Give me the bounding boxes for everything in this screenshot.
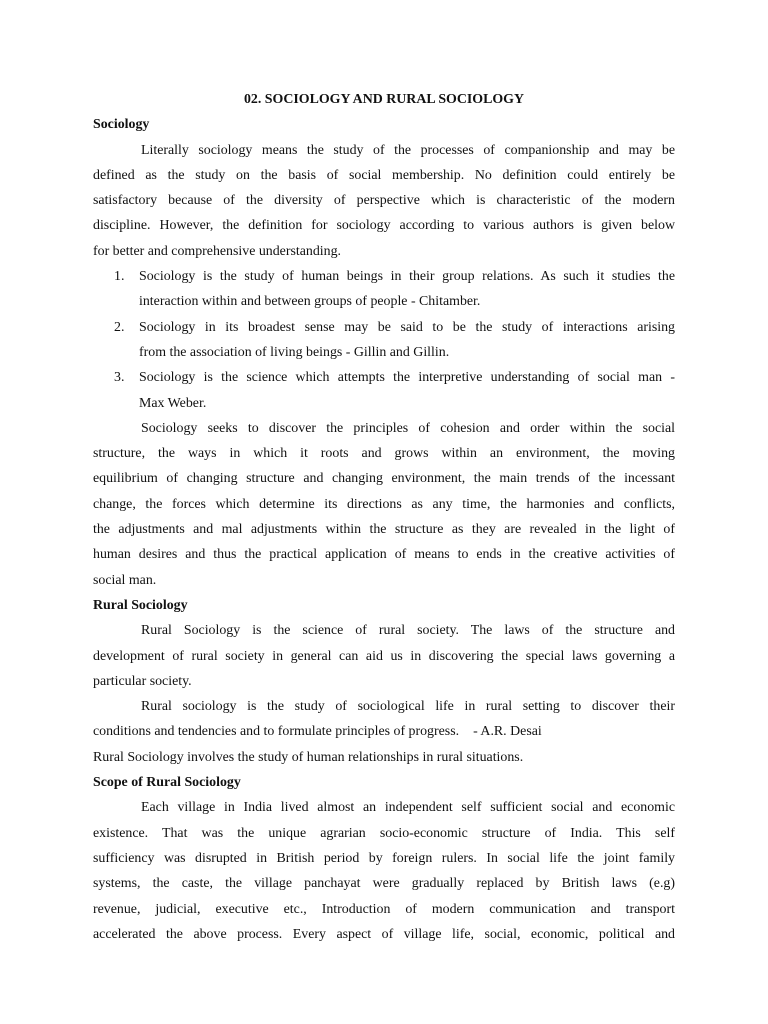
paragraph-line: systems, the caste, the village panchayat were gradually replaced by British laws (e.g) xyxy=(93,876,675,892)
paragraph-line: satisfactory because of the diversity of perspective which is characteristic of the modern xyxy=(93,193,675,209)
section-heading-rural-sociology: Rural Sociology xyxy=(93,597,188,613)
document-page xyxy=(93,87,675,947)
list-item-text: Sociology in its broadest sense may be said to be the study of interactions arising xyxy=(139,319,675,335)
paragraph-line: Rural sociology is the study of sociological life in rural setting to discover their xyxy=(141,699,675,715)
list-number: 3. xyxy=(114,370,125,386)
sociology-paragraph-2 xyxy=(93,416,675,593)
list-item xyxy=(93,315,675,340)
list-item-continuation: from the association of living beings - Gillin and Gillin. xyxy=(139,344,450,360)
rural-sociology-paragraph-2 xyxy=(93,694,675,745)
paragraph-line: change, the forces which determine its directions as any time, the harmonies and conflicts, xyxy=(93,496,675,512)
list-number: 1. xyxy=(114,269,125,285)
list-item-text: Sociology is the study of human beings in their group relations. As such it studies the xyxy=(139,269,675,285)
rural-sociology-paragraph-1 xyxy=(93,618,675,694)
paragraph-line: for better and comprehensive understanding. xyxy=(93,243,342,259)
paragraph-line: sufficiency was disrupted in British period by foreign rulers. In social life the joint family xyxy=(93,850,675,866)
list-item xyxy=(93,365,675,390)
paragraph-line: Rural Sociology is the science of rural society. The laws of the structure and xyxy=(141,623,675,639)
paragraph-line: development of rural society in general can aid us in discovering the special laws governing a xyxy=(93,648,675,664)
paragraph-line: revenue, judicial, executive etc., Introduction of modern communication and transport xyxy=(93,901,675,917)
scope-paragraph-1 xyxy=(93,795,675,947)
section-heading-scope: Scope of Rural Sociology xyxy=(93,775,241,791)
paragraph-text: conditions and tendencies and to formulate principles of progress. xyxy=(93,724,460,740)
paragraph-line: Sociology seeks to discover the principles of cohesion and order within the social xyxy=(141,420,675,436)
list-item xyxy=(93,264,675,289)
paragraph-line: structure, the ways in which it roots and grows within an environment, the moving xyxy=(93,446,675,462)
paragraph-line: existence. That was the unique agrarian socio-economic structure of India. This self xyxy=(93,825,675,841)
paragraph-line: particular society. xyxy=(93,673,192,689)
list-item-text: Sociology is the science which attempts the interpretive understanding of social man - xyxy=(139,370,675,386)
page-title: 02. SOCIOLOGY AND RURAL SOCIOLOGY xyxy=(243,92,525,107)
rural-sociology-paragraph-3: Rural Sociology involves the study of human relationships in rural situations. xyxy=(93,749,524,765)
paragraph-line: discipline. However, the definition for sociology according to various authors is given below xyxy=(93,218,675,234)
list-item-continuation: interaction within and between groups of people - Chitamber. xyxy=(139,294,481,310)
paragraph-line: human desires and thus the practical application of means to ends in the creative activities of xyxy=(93,547,675,563)
list-number: 2. xyxy=(114,319,125,335)
paragraph-line: Each village in India lived almost an independent self sufficient social and economic xyxy=(141,800,675,816)
paragraph-line: Literally sociology means the study of the processes of companionship and may be xyxy=(141,142,675,158)
attribution: - A.R. Desai xyxy=(473,724,542,740)
paragraph-line: accelerated the above process. Every aspect of village life, social, economic, political and xyxy=(93,926,675,942)
paragraph-line xyxy=(93,719,675,744)
sociology-paragraph-1 xyxy=(93,138,675,264)
definitions-list xyxy=(93,264,675,416)
paragraph-line: the adjustments and mal adjustments within the structure as they are revealed in the light of xyxy=(93,522,675,538)
paragraph-line: defined as the study on the basis of social membership. No definition could entirely be xyxy=(93,167,675,183)
paragraph-line: social man. xyxy=(93,572,157,588)
list-item-continuation: Max Weber. xyxy=(139,395,207,411)
section-heading-sociology: Sociology xyxy=(93,117,150,133)
paragraph-line: equilibrium of changing structure and changing environment, the main trends of the incessant xyxy=(93,471,675,487)
